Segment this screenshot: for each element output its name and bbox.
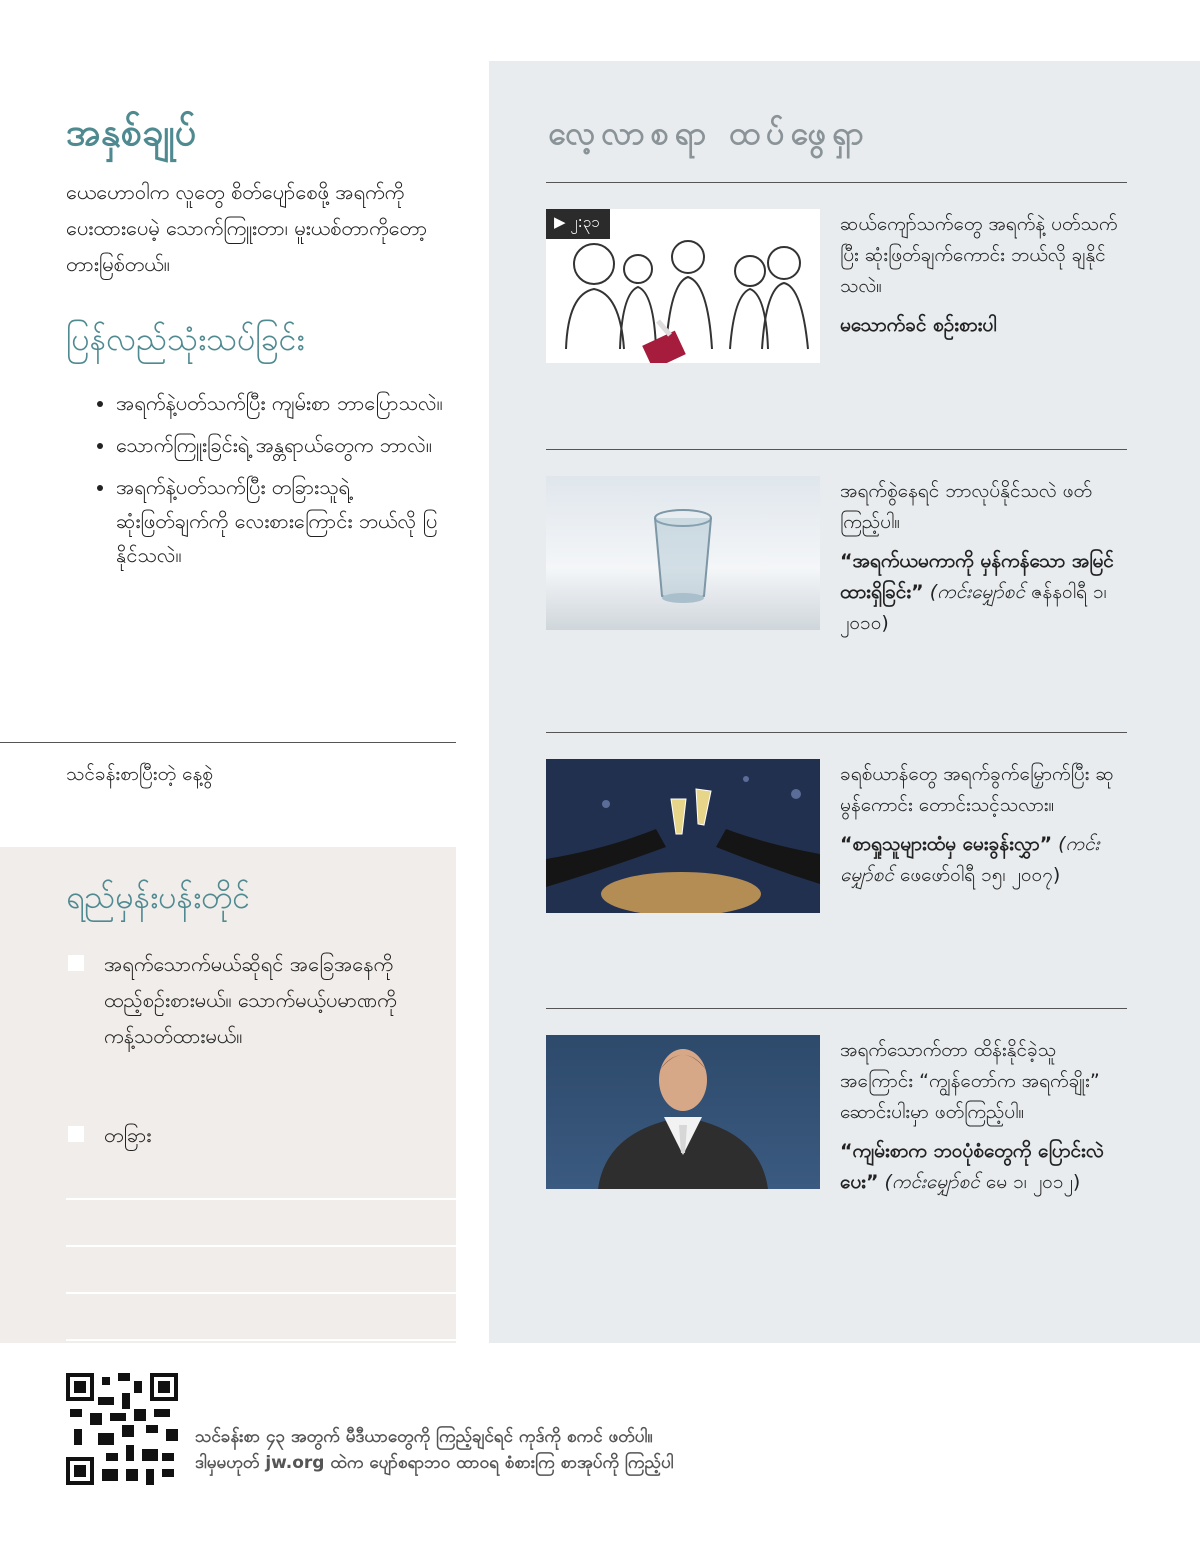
water-glass (546, 476, 820, 630)
footer-line-2: ဒါမှမဟုတ် jw.org ထဲက ပျော်စရာဘဝ ထာဝရ စံစားကြ စာအုပ်ကို ကြည့်ပါ (195, 1453, 674, 1473)
divider (0, 742, 456, 743)
review-question: • သောက်ကြူးခြင်းရဲ့ အန္တရာယ်တွေက ဘာလဲ။ (116, 428, 446, 462)
resource-title[interactable]: “အရက်ယမကာကို မှန်ကန်သော အမြင် ထားရှိခြင်း” (840, 550, 1114, 603)
goal-item[interactable] (66, 946, 436, 1054)
resource-reference: (ကင်းမျှော်စင် (884, 1171, 980, 1193)
resource-text (840, 1035, 1118, 1198)
divider (546, 182, 1127, 183)
resource-text (840, 759, 1118, 891)
resource-title[interactable]: “စာရှုသူများထံမှ မေးခွန်းလွှာ” (840, 833, 1053, 855)
divider (546, 1008, 1127, 1009)
resource-title[interactable]: မသောက်ခင် စဉ်းစားပါ (840, 314, 997, 336)
write-line[interactable] (66, 1339, 456, 1341)
write-line[interactable] (66, 1292, 456, 1294)
resource-title[interactable]: “ကျမ်းစာက ဘဝပုံစံတွေကို ပြောင်းလဲပေး” (840, 1140, 1104, 1193)
goal-item[interactable] (66, 1117, 436, 1153)
review-question: • အရက်နဲ့ပတ်သက်ပြီး တခြားသူရဲ့ ဆုံးဖြတ်ချက်ကို လေးစားကြောင်း ဘယ်လို ပြနိုင်သလဲ။ (116, 470, 446, 572)
resource-description: ဆယ်ကျော်သက်တွေ အရက်နဲ့ ပတ်သက်ပြီး ဆုံးဖြတ်ချက်ကောင်း ဘယ်လို ချနိုင်သလဲ။ (840, 213, 1118, 297)
explore-heading: လေ့လာစရာ ထပ်ဖွေရှာ (548, 114, 870, 152)
toast-image[interactable] (546, 759, 820, 913)
write-line[interactable] (66, 1245, 456, 1247)
resource-reference: (ကင်းမျှော်စင် (840, 833, 1100, 886)
summary-heading: အနှစ်ချုပ် (66, 110, 197, 154)
resource-citation[interactable] (840, 1136, 1118, 1198)
resource-citation[interactable] (840, 546, 1118, 639)
footer-note (195, 1424, 1095, 1476)
man-portrait[interactable] (546, 1035, 820, 1189)
resource-date: မေ ၁၊ ၂၀၁၂) (985, 1171, 1081, 1193)
summary-text: ယေဟောဝါက လူတွေ စိတ်ပျော်စေဖို့ အရက်ကို ပေးထားပေမဲ့ သောက်ကြူးတာ၊ မူးယစ်တာကိုတော့ တားမြစ်တယ်။ (66, 180, 428, 276)
goals-heading: ရည်မှန်းပန်းတိုင် (66, 878, 251, 916)
completed-date-label: သင်ခန်းစာပြီးတဲ့ နေ့စွဲ (66, 763, 213, 785)
portrait-illustration (546, 1035, 820, 1189)
resource-reference: (ကင်းမျှော်စင် (929, 581, 1026, 603)
resource-description: အရက်သောက်တာ ထိန်းနိုင်ခဲ့သူ အကြောင်း “ကျွန်တော်က အရက်ချိုး” ဆောင်းပါးမှာ ဖတ်ကြည့်ပါ။ (840, 1039, 1100, 1123)
qr-code-icon[interactable] (66, 1373, 178, 1485)
resource-date: ဖေဖော်ဝါရီ ၁၅၊ ၂၀၀၇) (900, 864, 1061, 886)
video-duration-badge: ▶ ၂:၃၁ (546, 209, 610, 239)
write-line[interactable] (66, 1198, 456, 1200)
resource-text (840, 209, 1118, 341)
footer-line-1: သင်ခန်းစာ ၄၃ အတွက် မီဒီယာတွေကို ကြည့်ချင်ရင် ကုဒ်ကို စကင် ဖတ်ပါ။ (195, 1427, 653, 1447)
resource-date: ဇန်နဝါရီ ၁၊ ၂၀၁၀) (840, 581, 1107, 634)
resource-citation[interactable] (840, 829, 1118, 891)
resource-text (840, 476, 1118, 639)
resource-description: အရက်စွဲနေရင် ဘာလုပ်နိုင်သလဲ ဖတ်ကြည့်ပါ။ (840, 480, 1092, 533)
review-list (90, 386, 446, 580)
champagne-toast (546, 759, 820, 913)
divider (546, 732, 1127, 733)
review-question: • အရက်နဲ့ပတ်သက်ပြီး ကျမ်းစာ ဘာပြောသလဲ။ (116, 386, 446, 420)
review-heading: ပြန်လည်သုံးသပ်ခြင်း (66, 320, 305, 358)
glass-image[interactable] (546, 476, 820, 630)
goal-checkbox[interactable] (68, 955, 84, 971)
goal-text: တခြား (104, 1123, 152, 1147)
goal-text: အရက်သောက်မယ်ဆိုရင် အခြေအနေကို ထည့်စဉ်းစားမယ်။ သောက်မယ့်ပမာဏကို ကန့်သတ်ထားမယ်။ (104, 952, 397, 1048)
resource-description: ခရစ်ယာန်တွေ အရက်ခွက်မြှောက်ပြီး ဆုမွန်ကောင်း တောင်းသင့်သလား။ (840, 763, 1114, 816)
video-thumbnail[interactable] (546, 209, 820, 363)
divider (546, 449, 1127, 450)
goal-checkbox[interactable] (68, 1126, 84, 1142)
